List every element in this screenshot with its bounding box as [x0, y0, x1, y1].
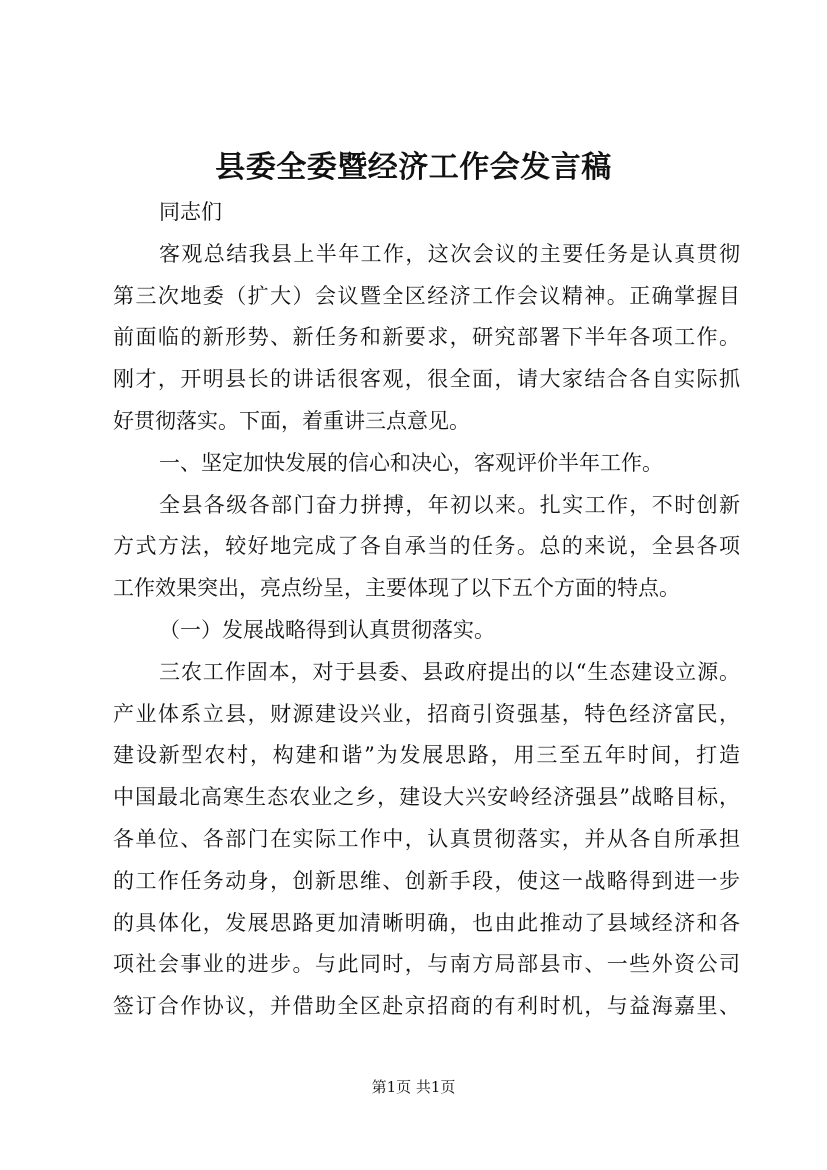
paragraph-line: 建设新型农村，构建和谐”为发展思路，用三至五年时间，打造	[113, 743, 740, 768]
document-title: 县委全委暨经济工作会发言稿	[215, 150, 612, 185]
subsection-heading: （一）发展战略得到认真贯彻落实。	[159, 617, 495, 642]
paragraph-line: 第三次地委（扩大）会议暨全区经济工作会议精神。正确掌握目	[113, 283, 740, 308]
paragraph-line: 各单位、各部门在实际工作中，认真贯彻落实，并从各自所承担	[113, 826, 740, 851]
paragraph-line: 三农工作固本，对于县委、县政府提出的以“生态建设立源。	[159, 659, 740, 684]
paragraph-line: 前面临的新形势、新任务和新要求，研究部署下半年各项工作。	[113, 325, 740, 350]
document-body	[113, 192, 740, 1028]
paragraph-line: 的具体化，发展思路更加清晰明确，也由此推动了县域经济和各	[113, 910, 740, 935]
paragraph-line: 的工作任务动身，创新思维、创新手段，使这一战略得到进一步	[113, 868, 740, 893]
paragraph-line: 全县各级各部门奋力拼搏，年初以来。扎实工作，不时创新	[159, 492, 740, 517]
page-footer: 第1页 共1页	[371, 1078, 456, 1096]
paragraph-line: 刚才，开明县长的讲话很客观，很全面，请大家结合各自实际抓	[113, 367, 740, 392]
paragraph-line: 签订合作协议，并借助全区赴京招商的有利时机，与益海嘉里、	[113, 994, 740, 1019]
section-heading: 一、坚定加快发展的信心和决心，客观评价半年工作。	[159, 450, 663, 475]
paragraph-line: 项社会事业的进步。与此同时，与南方局部县市、一些外资公司	[113, 952, 740, 977]
paragraph-line: 工作效果突出，亮点纷呈，主要体现了以下五个方面的特点。	[113, 576, 680, 601]
paragraph-line: 客观总结我县上半年工作，这次会议的主要任务是认真贯彻	[159, 241, 740, 266]
paragraph-line: 方式方法，较好地完成了各自承当的任务。总的来说，全县各项	[113, 534, 740, 559]
paragraph-line: 产业体系立县，财源建设兴业，招商引资强基，特色经济富民，	[113, 701, 740, 726]
paragraph-line: 好贯彻落实。下面，着重讲三点意见。	[113, 408, 470, 433]
paragraph-line: 中国最北高寒生态农业之乡，建设大兴安岭经济强县”战略目标，	[113, 785, 740, 810]
paragraph-line: 同志们	[159, 200, 222, 224]
